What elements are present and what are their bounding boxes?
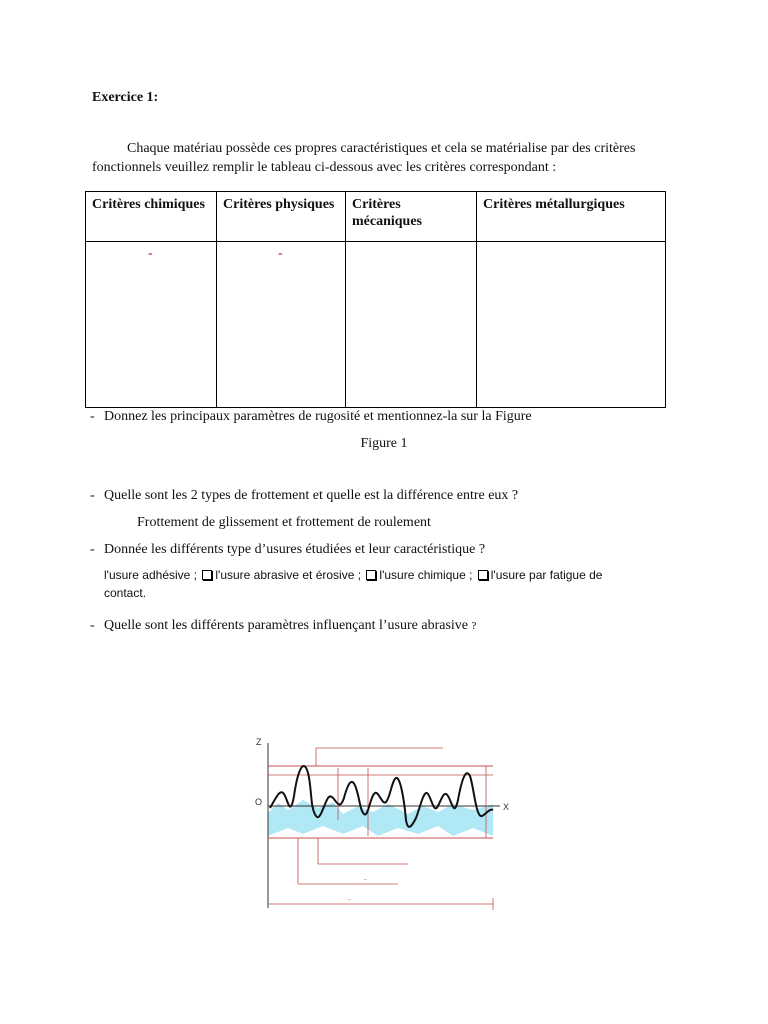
criteria-table xyxy=(85,191,666,408)
wear-item-continuation: contact. xyxy=(104,586,147,600)
wear-item-adhesive: l'usure adhésive ; xyxy=(104,568,198,582)
criteria-header-row xyxy=(86,192,666,242)
header-metallurgical: Critères métallurgiques xyxy=(477,192,666,242)
wear-item-fatigue: l'usure par fatigue de xyxy=(490,568,603,582)
checkbox-icon xyxy=(478,570,488,580)
header-mechanical: Critères mécaniques xyxy=(346,192,477,242)
header-chemical: Critères chimiques xyxy=(86,192,217,242)
intro-paragraph xyxy=(92,139,682,177)
cell-mark: - xyxy=(148,246,153,261)
cell-mechanical[interactable] xyxy=(346,242,477,408)
cell-mark: - xyxy=(278,246,283,261)
bullet: - xyxy=(90,488,95,503)
dim-mark: - xyxy=(364,875,367,884)
answer-2: Frottement de glissement et frottement de roulement xyxy=(137,515,431,530)
intro-text: Chaque matériau possède ces propres caractéristiques et cela se matérialise par des critères fonctionnels veuillez remplir le tableau ci-dessous avec les critères correspondant : xyxy=(92,141,636,175)
question-1 xyxy=(90,409,532,425)
axis-x-label: X xyxy=(503,802,510,812)
dim-mark: - xyxy=(348,895,351,904)
cell-chemical[interactable] xyxy=(86,242,217,408)
header-physical: Critères physiques xyxy=(217,192,346,242)
question-3 xyxy=(90,542,485,558)
question-3-text: Donnée les différents type d’usures étudiées et leur caractéristique ? xyxy=(104,542,486,557)
question-4 xyxy=(90,618,476,634)
question-1-text: Donnez les principaux paramètres de rugosité et mentionnez-la sur la Figure xyxy=(104,409,532,424)
bullet: - xyxy=(90,409,95,424)
checkbox-icon xyxy=(202,570,212,580)
figure-caption: Figure 1 xyxy=(360,436,408,451)
cell-metallurgical[interactable] xyxy=(477,242,666,408)
wear-item-chemical: l'usure chimique ; xyxy=(379,568,473,582)
cell-physical[interactable] xyxy=(217,242,346,408)
origin-label: O xyxy=(255,797,263,807)
profile-fill xyxy=(268,800,493,836)
wear-item-abrasive: l'usure abrasive et érosive ; xyxy=(215,568,362,582)
exercise-title: Exercice 1: xyxy=(92,90,159,105)
question-2-text: Quelle sont les 2 types de frottement et quelle est la différence entre eux ? xyxy=(104,488,519,503)
criteria-body-row xyxy=(86,242,666,408)
checkbox-icon xyxy=(366,570,376,580)
question-4-text: Quelle sont les différents paramètres influençant l’usure abrasive xyxy=(104,618,468,633)
bullet: - xyxy=(90,542,95,557)
roughness-profile-figure xyxy=(248,728,518,913)
answer-3 xyxy=(104,566,664,602)
question-2 xyxy=(90,488,518,504)
axis-z-label: Z xyxy=(256,737,262,747)
bullet: - xyxy=(90,618,95,633)
question-4-mark: ? xyxy=(471,620,477,632)
